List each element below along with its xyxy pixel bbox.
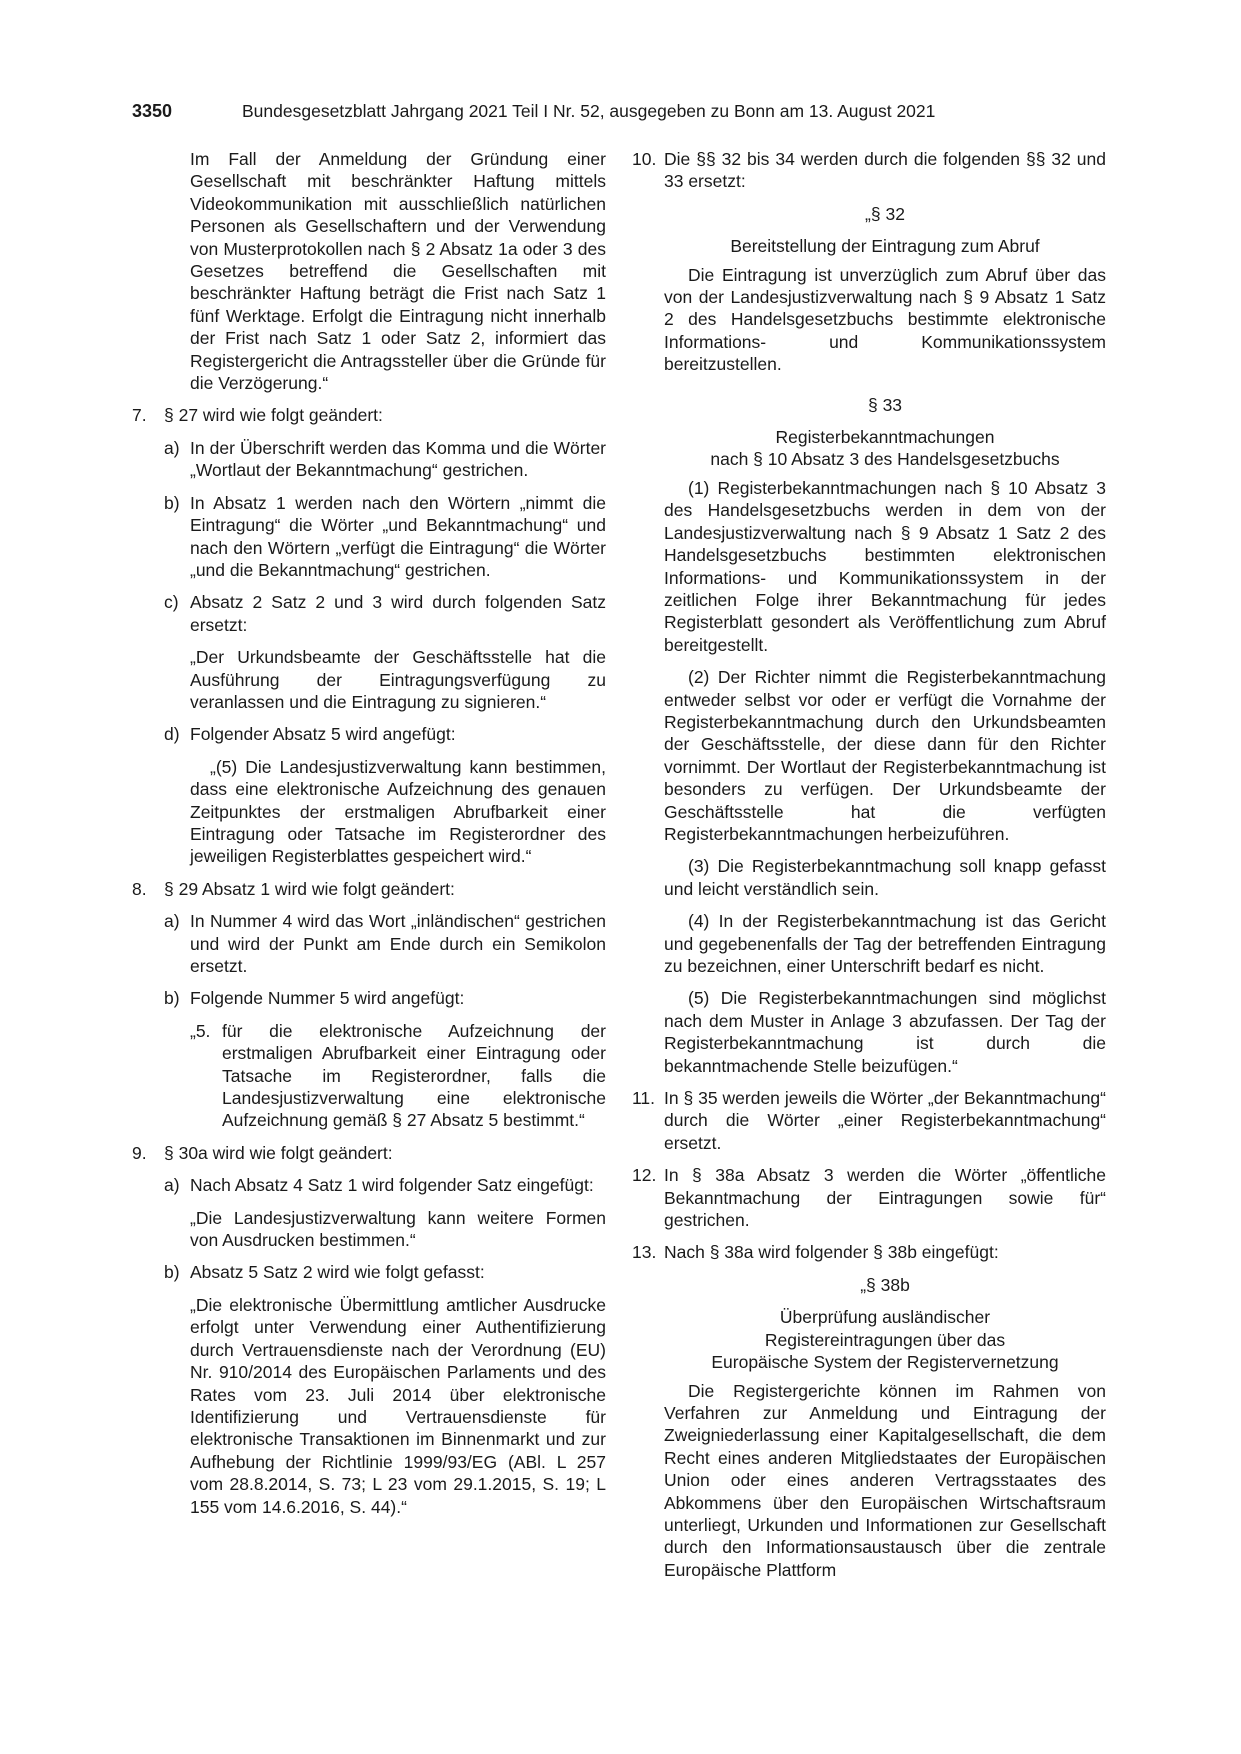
item-text: In § 35 werden jeweils die Wörter „der Bekanntmachung“ durch die Wörter „einer Registerbekanntmachung“ ersetzt. (664, 1088, 1106, 1153)
right-column (632, 148, 1106, 1581)
item-number: 11. (632, 1088, 656, 1109)
item-text: Nach § 38a wird folgender § 38b eingefügt: (664, 1242, 999, 1263)
sub-text: Nach Absatz 4 Satz 1 wird folgender Satz eingefügt: (190, 1175, 594, 1196)
list-item-11 (632, 1087, 1106, 1154)
item-number: 8. (132, 878, 147, 899)
quote-8b (190, 1020, 606, 1132)
sub-label: c) (164, 592, 179, 613)
item-number: 12. (632, 1165, 657, 1186)
sub-text: In Nummer 4 wird das Wort „inländischen“ gestrichen und wird der Punkt am Ende durch ein Semikolon ersetzt. (190, 911, 606, 976)
running-title: Bundesgesetzblatt Jahrgang 2021 Teil I Nr. 52, ausgegeben zu Bonn am 13. August 2021 (242, 101, 936, 121)
sub-label: d) (164, 724, 180, 745)
item-text: § 29 Absatz 1 wird wie folgt geändert: (164, 878, 455, 899)
sub-text: Absatz 2 Satz 2 und 3 wird durch folgenden Satz ersetzt: (190, 592, 606, 635)
left-column (132, 148, 606, 1518)
page-number: 3350 (132, 101, 173, 121)
quote-7c: „Der Urkundsbeamte der Geschäftsstelle hat die Ausführung der Eintragungsverfügung zu veranlassen und die Eintragung zu signieren.“ (190, 647, 606, 712)
nested-number: „5. (190, 1020, 211, 1041)
sub-item-7c (164, 591, 606, 636)
sub-text: In Absatz 1 werden nach den Wörtern „nimmt die Eintragung“ die Wörter „und Bekanntmachung“ und nach den Wörtern „verfügt die Eintragung“ die Wörter „und die Bekanntmachung“ gestrichen. (190, 492, 606, 580)
section-32-paragraph: Die Eintragung ist unverzüglich zum Abruf über das von der Landesjustizverwaltung nach § 9 Absatz 1 Satz 2 des Handelsgesetzbuchs bestimmte elektronische Informations- und Kommunikationssystem bereitzustellen. (664, 264, 1106, 375)
section-32-heading: „§ 32 (865, 203, 905, 224)
sub-text: Folgende Nummer 5 wird angefügt: (190, 988, 465, 1009)
sub-item-8b (164, 987, 606, 1009)
section-33-paragraph-1: (1) Registerbekanntmachungen nach § 10 Absatz 3 des Handelsgesetzbuchs werden in dem von der Landesjustizverwaltung nach § 9 Absatz 1 Satz 2 des Handelsgesetzbuchs bestimmten elektronischen Informations- und Kommunikationssystem in der zeitlichen Folge ihrer Bekanntmachung für jedes Registerblatt gesondert als Veröffentlichung zum Abruf bereitgestellt. (664, 477, 1106, 655)
section-33-paragraph-4: (4) In der Registerbekanntmachung ist das Gericht und gegebenenfalls der Tag der betreffenden Eintragung zu bezeichnen, einer Unterschrift bedarf es nicht. (664, 911, 1106, 976)
item-number: 9. (132, 1142, 147, 1163)
quote-9b: „Die elektronische Übermittlung amtlicher Ausdrucke erfolgt unter Verwendung einer Authentifizierung durch Vertrauensdienste nach der Verordnung (EU) Nr. 910/2014 des Europäischen Parlaments und des Rates vom 23. Juli 2014 über elektronische Identifizierung und Vertrauensdienste für elektronische Transaktionen im Binnenmarkt und zur Aufhebung der Richtlinie 1999/93/EG (ABl. L 257 vom 28.8.2014, S. 73; L 23 vom 29.1.2015, S. 19; L 155 vom 14.6.2016, S. 44).“ (190, 1294, 606, 1517)
item-text: In § 38a Absatz 3 werden die Wörter „öffentliche Bekanntmachung der Eintragungen sowie für“ gestrichen. (664, 1165, 1106, 1231)
section-38b-heading: „§ 38b (860, 1274, 910, 1295)
sub-item-9b (164, 1261, 606, 1283)
list-item-10 (632, 148, 1106, 193)
sub-item-7b (164, 492, 606, 582)
section-33-paragraph-2: (2) Der Richter nimmt die Registerbekanntmachung entweder selbst vor oder er verfügt die Vornahme der Registerbekanntmachung durch den Urkundsbeamten der Geschäftsstelle, der diese dann für den Richter vornimmt. Der Wortlaut der Registerbekanntmachung ist besonders zu verfügen. Der Urkundsbeamte der Geschäftsstelle hat die verfügten Registerbekanntmachungen herbeizuführen. (664, 667, 1106, 844)
list-item-8 (132, 878, 606, 900)
item-text: § 27 wird wie folgt geändert: (164, 405, 383, 426)
quote-7d: „(5) Die Landesjustizverwaltung kann bestimmen, dass eine elektronische Aufzeichnung des genauen Zeitpunktes der erstmaligen Abrufbarkeit einer Eintragung oder Tatsache im Registerordner des jeweiligen Registerblattes gespeichert wird.“ (190, 756, 606, 867)
section-38b-title-2: Registereintragungen über das (764, 1329, 1006, 1350)
section-33-paragraph-3: (3) Die Registerbekanntmachung soll knapp gefasst und leicht verständlich sein. (664, 856, 1106, 899)
section-33-title-2: nach § 10 Absatz 3 des Handelsgesetzbuchs (710, 449, 1060, 470)
section-38b-title-3: Europäische System der Registervernetzung (711, 1352, 1059, 1373)
sub-label: a) (164, 437, 180, 458)
item-text: § 30a wird wie folgt geändert: (164, 1142, 393, 1163)
section-38b-title-1: Überprüfung ausländischer (779, 1307, 991, 1328)
sub-label: a) (164, 911, 180, 932)
item-text: Die §§ 32 bis 34 werden durch die folgenden §§ 32 und 33 ersetzt: (664, 149, 1106, 192)
section-38b-paragraph: Die Registergerichte können im Rahmen von Verfahren zur Anmeldung und Eintragung der Zweigniederlassung einer Kapitalgesellschaft, die dem Recht eines anderen Mitgliedstaates der Europäischen Union oder eines anderen Vertragsstaates des Abkommens über den Europäischen Wirtschaftsraum unterliegt, Urkunden und Informationen zur Gesellschaft durch den Informationsaustausch über die zentrale Europäische Plattform (664, 1380, 1106, 1580)
sub-label: b) (164, 988, 180, 1009)
sub-item-7a (164, 437, 606, 482)
item-number: 7. (132, 405, 147, 426)
sub-text: In der Überschrift werden das Komma und die Wörter „Wortlaut der Bekanntmachung“ gestrichen. (190, 437, 606, 481)
sub-item-7d (164, 723, 606, 745)
page-header (132, 100, 1122, 126)
list-item-9 (132, 1142, 606, 1164)
sub-label: b) (164, 1262, 180, 1283)
item-number: 13. (632, 1242, 657, 1263)
section-32-title: Bereitstellung der Eintragung zum Abruf (730, 236, 1040, 257)
list-item-13 (632, 1241, 1106, 1263)
list-item-7 (132, 404, 606, 426)
intro-paragraph: Im Fall der Anmeldung der Gründung einer Gesellschaft mit beschränkter Haftung mittels Videokommunikation mit ausschließlich natürlichen Personen als Gesellschaftern und der Verwendung von Musterprotokollen nach § 2 Absatz 1a oder 3 des Gesetzes betreffend die Gesellschaften mit beschränkter Haftung beträgt die Frist nach Satz 1 fünf Werktage. Erfolgt die Eintragung nicht innerhalb der Frist nach Satz 1 oder Satz 2, informiert das Registergericht die Antragssteller über die Gründe für die Verzögerung.“ (190, 149, 606, 394)
section-33-title-1: Registerbekanntmachungen (775, 427, 995, 448)
sub-text: Folgender Absatz 5 wird angefügt: (190, 724, 456, 745)
sub-text: Absatz 5 Satz 2 wird wie folgt gefasst: (190, 1262, 485, 1283)
nested-text: für die elektronische Aufzeichnung der erstmaligen Abrufbarkeit einer Eintragung oder Tatsache im Registerordner, falls die Landesjustizverwaltung eine elektronische Aufzeichnung gemäß § 27 Absatz 5 bestimmt.“ (222, 1020, 606, 1131)
sub-item-8a (164, 910, 606, 977)
section-33-heading: § 33 (867, 394, 903, 415)
item-number: 10. (632, 149, 657, 169)
list-item-12 (632, 1164, 1106, 1231)
section-33-paragraph-5: (5) Die Registerbekanntmachungen sind möglichst nach dem Muster in Anlage 3 abzufassen. Der Tag der Registerbekanntmachung ist durch die bekanntmachende Stelle beizufügen.“ (664, 988, 1106, 1076)
sub-label: a) (164, 1175, 180, 1196)
sub-label: b) (164, 492, 180, 513)
sub-item-9a (164, 1174, 606, 1196)
quote-9a: „Die Landesjustizverwaltung kann weitere Formen von Ausdrucken bestimmen.“ (190, 1207, 606, 1251)
